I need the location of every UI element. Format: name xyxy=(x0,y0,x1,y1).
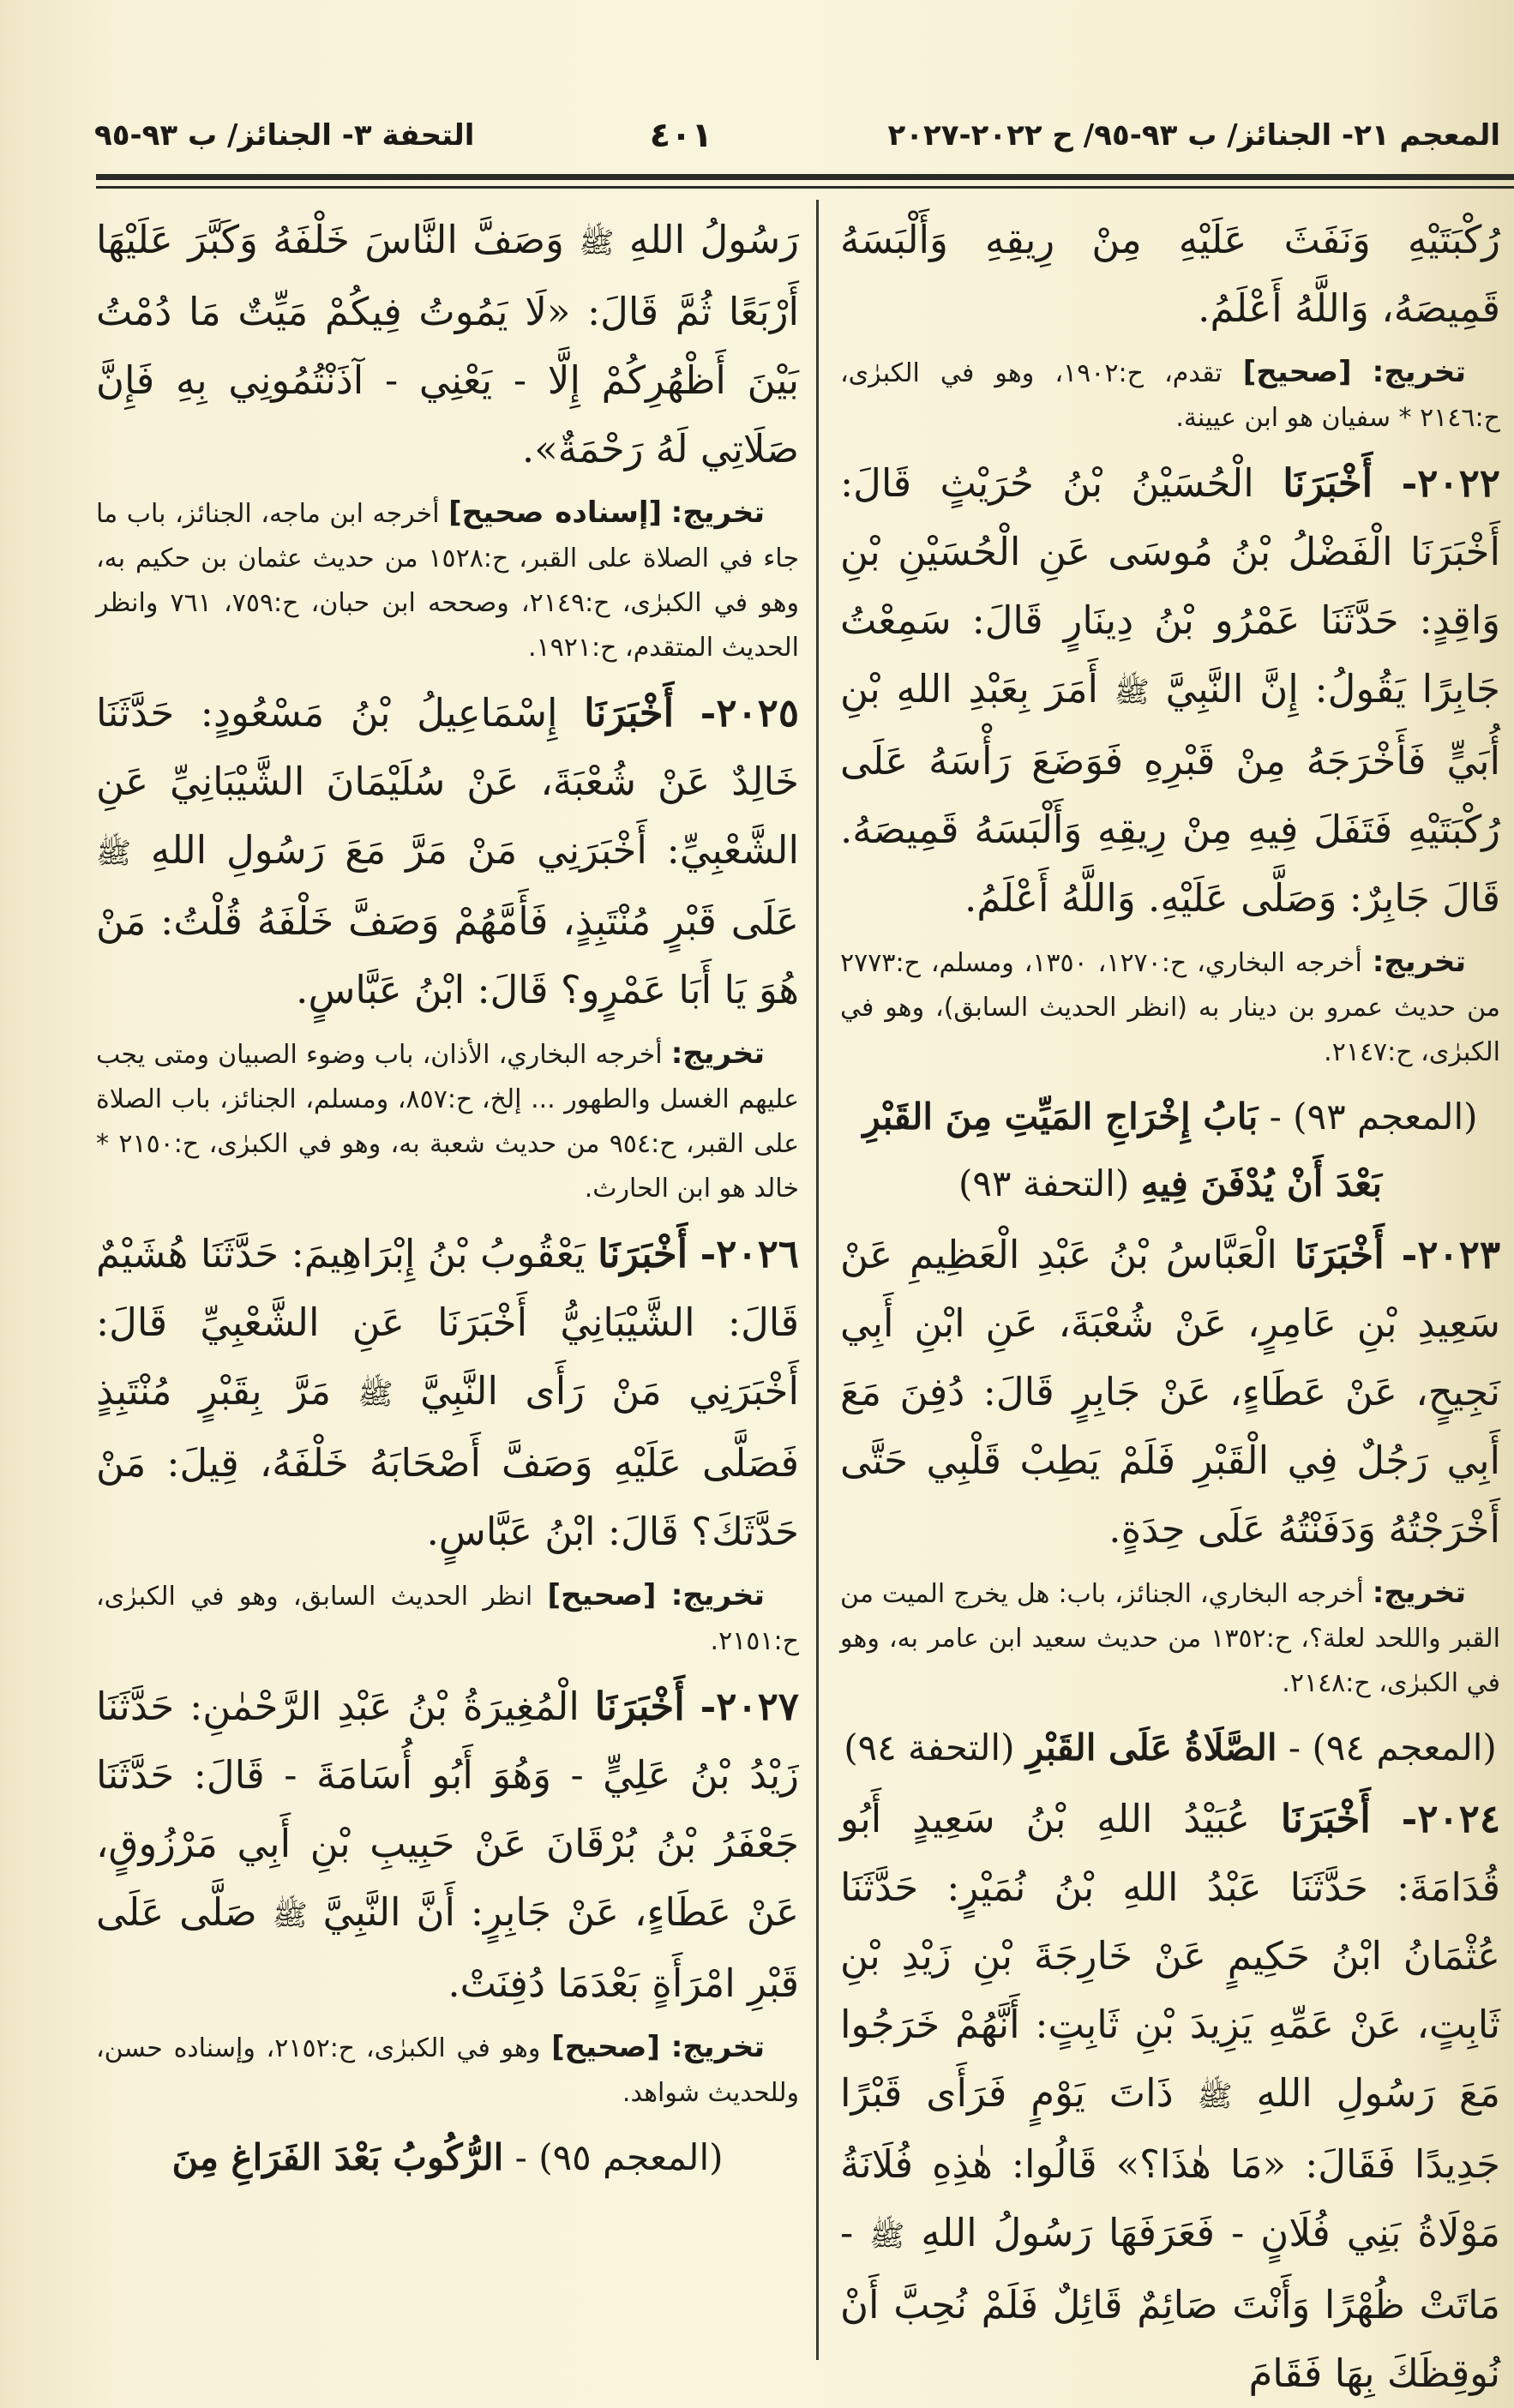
grade-badge: [صحيح] xyxy=(551,2030,660,2064)
salutation-icon: ﷺ xyxy=(272,1898,308,1932)
chapter-title: بَابُ إِخْرَاجِ المَيِّتِ مِنَ القَبْرِ بَعْدَ أَنْ يُدْفَنَ فِيهِ xyxy=(862,1095,1383,1204)
takhrij-text: أخرجه ابن ماجه، الجنائز، باب ما جاء في الصلاة على القبر، ح:١٥٢٨ من حديث عثمان بن حكيم به، وهو في الكبرٰى، ح:٢١٤٩، وصححه ابن حبان، ح:٧٥٩، ٧٦١ وانظر الحديث المتقدم، ح:١٩٢١. xyxy=(96,498,800,663)
chapter-tuhfa-ref: (التحفة ٩٣) xyxy=(958,1162,1130,1204)
hadith-2027 xyxy=(96,1672,799,2019)
chapter-title: الصَّلَاةُ عَلَى القَبْرِ xyxy=(1025,1726,1277,1768)
hadith-2024-continuation xyxy=(96,206,799,483)
hadith-2026 xyxy=(96,1220,799,1566)
hadith-text: ذَاتَ يَوْمٍ فَرَأَى قَبْرًا جَدِيدًا فَقَالَ: «مَا هٰذَا؟» قَالُوا: هٰذِهِ فُلَانَةُ مَوْلَاةُ بَنِي فُلَانٍ - فَعَرَفَهَا رَسُولُ اللهِ xyxy=(840,2069,1500,2255)
salutation-icon: ﷺ xyxy=(357,1377,394,1412)
takhrij-text: وهو في الكبرٰى، ح:٢١٥٢، وإسناده حسن، وللحديث شواهد. xyxy=(96,2033,799,2108)
hadith-text: وَصَفَّ النَّاسَ خَلْفَهُ وَكَبَّرَ عَلَيْهَا أَرْبَعًا ثُمَّ قَالَ: «لَا يَمُوتُ فِيكُمْ مَيِّتٌ مَا دُمْتُ بَيْنَ أَظْهُرِكُمْ إِلَّا - يَعْنِي - آذَنْتُمُونِي بِهِ فَإِنَّ صَلَاتِي لَهُ رَحْمَةٌ». xyxy=(96,217,799,471)
chapter-mujam-ref: (المعجم ٩٣) - xyxy=(1269,1095,1478,1138)
chapter-title: الرُّكُوبُ بَعْدَ الفَرَاغِ مِنَ xyxy=(171,2136,504,2178)
hadith-text: صَلَّى عَلَى قَبْرِ امْرَأَةٍ بَعْدَمَا دُفِنَتْ. xyxy=(96,1889,799,2006)
takhrij-label: تخريج: xyxy=(1372,355,1466,389)
header-rule-thin xyxy=(96,186,1514,189)
hadith-2024 xyxy=(840,1785,1500,2408)
hadith-text: الْعَبَّاسُ بْنُ عَبْدِ الْعَظِيمِ عَنْ سَعِيدِ بْنِ عَامِرٍ، عَنْ شُعْبَةَ، عَنِ ابْنِ أَبِي نَجِيحٍ، عَنْ عَطَاءٍ، عَنْ جَابِرٍ قَالَ: دُفِنَ مَعَ أَبِي رَجُلٌ فِي الْقَبْرِ فَلَمْ يَطِبْ قَلْبِي حَتَّى أَخْرَجْتُهُ وَدَفَنْتُهُ عَلَى حِدَةٍ. xyxy=(840,1231,1500,1552)
takhrij-text: تقدم، ح:١٩٠٢، وهو في الكبرٰى، ح:٢١٤٦ * سفيان هو ابن عيينة. xyxy=(840,358,1500,433)
hadith-number: ٢٠٢٦- xyxy=(700,1231,799,1276)
salutation-icon: ﷺ xyxy=(1114,675,1150,710)
takhrij-note xyxy=(96,1573,799,1664)
grade-badge: [إسناده صحيح] xyxy=(448,495,663,530)
takhrij-label: تخريج: xyxy=(670,1577,765,1612)
header-mujam-reference: المعجم ٢١- الجنائز/ ب ٩٣-٩٥/ ح ٢٠٢٢-٢٠٢٧ xyxy=(887,118,1500,153)
takhrij-note xyxy=(840,940,1500,1075)
hadith-2023 xyxy=(840,1221,1500,1564)
akhbarana-word: أَخْبَرَنَا xyxy=(598,1231,688,1276)
hadith-number: ٢٠٢٢- xyxy=(1401,460,1500,506)
hadith-text: مَرَّ بِقَبْرٍ مُنْتَبِذٍ فَصَلَّى عَلَيْهِ وَصَفَّ أَصْحَابَهُ خَلْفَهُ، قِيلَ: مَنْ حَدَّثَكَ؟ قَالَ: ابْنُ عَبَّاسٍ. xyxy=(96,1368,799,1554)
takhrij-label: تخريج: xyxy=(1372,944,1466,979)
chapter-heading-93 xyxy=(840,1084,1500,1217)
hadith-2025 xyxy=(96,679,799,1025)
hadith-number: ٢٠٢٧- xyxy=(700,1683,799,1729)
hadith-text: أَمَرَ بِعَبْدِ اللهِ بْنِ أُبَيٍّ فَأَخْرَجَهُ مِنْ قَبْرِهِ فَوَضَعَ رَأْسَهُ عَلَى رُكْبَتَيْهِ فَتَفَلَ فِيهِ مِنْ رِيقِهِ وَأَلْبَسَهُ قَمِيصَهُ. قَالَ جَابِرٌ: وَصَلَّى عَلَيْهِ. وَاللَّهُ أَعْلَمُ. xyxy=(840,666,1500,921)
hadith-text: رُكْبَتَيْهِ وَنَفَثَ عَلَيْهِ مِنْ رِيقِهِ وَأَلْبَسَهُ قَمِيصَهُ، وَاللَّهُ أَعْلَمُ. xyxy=(840,217,1500,331)
hadith-number: ٢٠٢٥- xyxy=(700,689,800,736)
akhbarana-word: أَخْبَرَنَا xyxy=(584,689,675,736)
akhbarana-word: أَخْبَرَنَا xyxy=(1294,1231,1385,1277)
takhrij-note xyxy=(96,490,799,670)
chapter-heading-95 xyxy=(96,2124,799,2191)
header-rule-thick xyxy=(96,174,1514,180)
hadith-text: إِسْمَاعِيلُ بْنُ مَسْعُودٍ: حَدَّثَنَا خَالِدٌ عَنْ شُعْبَةَ، عَنْ سُلَيْمَانَ الشَّيْبَانِيِّ عَنِ الشَّعْبِيِّ: أَخْبَرَنِي مَنْ مَرَّ مَعَ رَسُولِ اللهِ xyxy=(96,689,799,873)
takhrij-text: أخرجه البخاري، الأذان، باب وضوء الصبيان ومتى يجب عليهم الغسل والطهور ... إلخ، ح:٨٥٧، ومسلم، الجنائز، باب الصلاة على القبر، ح:٩٥٤ من حديث شعبة به، وهو في الكبرٰى، ح:٢١٥٠ * خالد هو ابن الحارث. xyxy=(96,1040,800,1204)
salutation-icon: ﷺ xyxy=(1197,2079,1233,2113)
akhbarana-word: أَخْبَرَنَا xyxy=(1283,460,1373,506)
takhrij-note xyxy=(96,2025,799,2116)
header-tuhfa-reference: التحفة ٣- الجنائز/ ب ٩٣-٩٥ xyxy=(94,118,475,153)
hadith-2022 xyxy=(840,449,1500,933)
hadith-text: يَعْقُوبُ بْنُ إِبْرَاهِيمَ: حَدَّثَنَا هُشَيْمٌ قَالَ: الشَّيْبَانِيُّ أَخْبَرَنَا عَنِ الشَّعْبِيِّ قَالَ: أَخْبَرَنِي مَنْ رَأَى النَّبِيَّ xyxy=(96,1231,799,1414)
page-number: ٤٠١ xyxy=(649,116,713,155)
right-column xyxy=(840,206,1500,2408)
salutation-icon: ﷺ xyxy=(869,2219,905,2254)
grade-badge: [صحيح] xyxy=(547,1577,657,1612)
takhrij-label: تخريج: xyxy=(670,2030,765,2064)
takhrij-text: أخرجه البخاري، ح:١٢٧٠، ١٣٥٠، ومسلم، ح:٢٧٧٣ من حديث عمرو بن دينار به (انظر الحديث السابق)، وهو في الكبرٰى، ح:٢١٤٧. xyxy=(840,947,1500,1067)
hadith-text: عُبَيْدُ اللهِ بْنُ سَعِيدٍ أَبُو قُدَامَةَ: حَدَّثَنَا عَبْدُ اللهِ بْنُ نُمَيْرٍ: حَدَّثَنَا عُثْمَانُ ابْنُ حَكِيمٍ عَنْ خَارِجَةَ بْنِ زَيْدِ بْنِ ثَابِتٍ، عَنْ عَمِّهِ يَزِيدَ بْنِ ثَابِتٍ: أَنَّهُمْ خَرَجُوا مَعَ رَسُولِ اللهِ xyxy=(840,1795,1500,2116)
grade-badge: [صحيح] xyxy=(1242,355,1352,389)
hadith-text: الْحُسَيْنُ بْنُ حُرَيْثٍ قَالَ: أَخْبَرَنَا الْفَضْلُ بْنُ مُوسَى عَنِ الْحُسَيْنِ بْنِ وَاقِدٍ: حَدَّثَنَا عَمْرُو بْنُ دِينَارٍ قَالَ: سَمِعْتُ جَابِرًا يَقُولُ: إِنَّ النَّبِيَّ xyxy=(840,460,1500,712)
hadith-text: - مَاتَتْ ظُهْرًا وَأَنْتَ صَائِمٌ قَائِلٌ فَلَمْ نُحِبَّ أَنْ نُوقِظَكَ بِهَا فَقَامَ xyxy=(840,2210,1500,2396)
chapter-tuhfa-ref: (التحفة ٩٤) xyxy=(844,1726,1015,1768)
left-column xyxy=(96,206,799,2195)
hadith-number: ٢٠٢٣- xyxy=(1401,1231,1500,1277)
takhrij-label: تخريج: xyxy=(670,1036,765,1071)
takhrij-text: أخرجه البخاري، الجنائز، باب: هل يخرج الميت من القبر واللحد لعلة؟، ح:١٣٥٢ من حديث سعيد ابن عامر به، وهو في الكبرٰى، ح:٢١٤٨. xyxy=(840,1578,1500,1698)
hadith-continuation xyxy=(840,206,1500,343)
column-divider xyxy=(816,200,819,2360)
hadith-text: رَسُولُ اللهِ xyxy=(628,217,799,262)
salutation-icon: ﷺ xyxy=(96,836,132,870)
hadith-text: الْمُغِيرَةُ بْنُ عَبْدِ الرَّحْمٰنِ: حَدَّثَنَا زَيْدُ بْنُ عَلِيٍّ - وَهُوَ أَبُو أُسَامَةَ - قَالَ: حَدَّثَنَا جَعْفَرُ بْنُ بُرْقَانَ عَنْ حَبِيبِ بْنِ أَبِي مَرْزُوقٍ، عَنْ عَطَاءٍ، عَنْ جَابِرٍ: أَنَّ النَّبِيَّ xyxy=(96,1683,799,1935)
takhrij-note xyxy=(840,1570,1500,1706)
takhrij-text: انظر الحديث السابق، وهو في الكبرٰى، ح:٢١٥١. xyxy=(96,1581,799,1656)
hadith-text: عَلَى قَبْرٍ مُنْتَبِذٍ، فَأَمَّهُمْ وَصَفَّ خَلْفَهُ قُلْتُ: مَنْ هُوَ يَا أَبَا عَمْرٍو؟ قَالَ: ابْنُ عَبَّاسٍ. xyxy=(96,898,799,1012)
hadith-number: ٢٠٢٤- xyxy=(1401,1795,1500,1841)
akhbarana-word: أَخْبَرَنَا xyxy=(1280,1795,1371,1841)
chapter-heading-94 xyxy=(840,1714,1500,1781)
running-header xyxy=(94,110,1500,161)
takhrij-note xyxy=(96,1031,799,1211)
chapter-mujam-ref: (المعجم ٩٤) - xyxy=(1288,1726,1497,1768)
salutation-icon: ﷺ xyxy=(579,225,615,261)
chapter-mujam-ref: (المعجم ٩٥) - xyxy=(514,2136,724,2178)
takhrij-label: تخريج: xyxy=(1372,1575,1466,1610)
takhrij-label: تخريج: xyxy=(670,495,765,530)
akhbarana-word: أَخْبَرَنَا xyxy=(594,1683,685,1729)
takhrij-note xyxy=(840,350,1500,441)
